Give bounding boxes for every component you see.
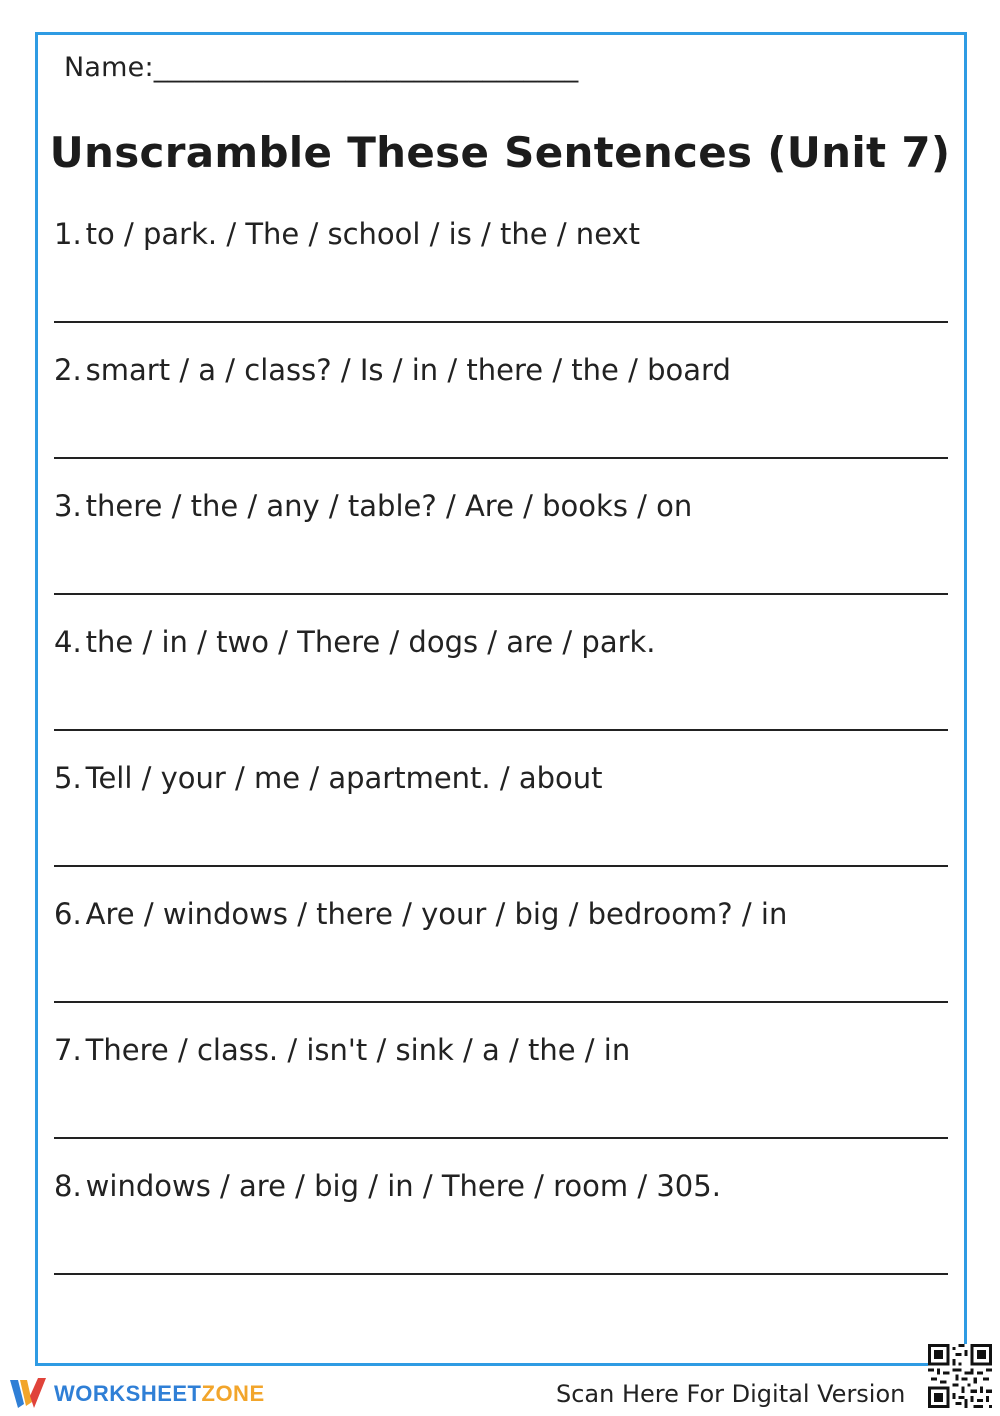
question-text: Are / windows / there / your / big / bedroom? / in — [85, 897, 788, 931]
question-item — [54, 485, 948, 621]
answer-line[interactable] — [54, 729, 948, 731]
question-text: There / class. / isn't / sink / a / the / in — [85, 1033, 631, 1067]
brand-name-part1: WORKSHEET — [54, 1381, 202, 1406]
question-number: 4. — [54, 625, 82, 659]
qr-code-icon[interactable] — [928, 1344, 992, 1408]
question-item — [54, 213, 948, 349]
question-item — [54, 1165, 948, 1301]
question-text: windows / are / big / in / There / room / 305. — [85, 1169, 721, 1203]
answer-line[interactable] — [54, 321, 948, 323]
answer-line[interactable] — [54, 1273, 948, 1275]
question-text: smart / a / class? / Is / in / there / the / board — [85, 353, 731, 387]
question-number: 2. — [54, 353, 82, 387]
question-text: there / the / any / table? / Are / books / on — [85, 489, 693, 523]
question-number: 7. — [54, 1033, 82, 1067]
question-item — [54, 349, 948, 485]
scan-label: Scan Here For Digital Version — [556, 1380, 906, 1408]
question-item — [54, 621, 948, 757]
worksheetzone-logo-icon — [8, 1374, 48, 1414]
answer-line[interactable] — [54, 457, 948, 459]
question-text: the / in / two / There / dogs / are / park. — [85, 625, 656, 659]
answer-line[interactable] — [54, 593, 948, 595]
question-list — [54, 213, 948, 1301]
brand-name-part2: ZONE — [201, 1381, 265, 1406]
question-number: 5. — [54, 761, 82, 795]
question-number: 8. — [54, 1169, 82, 1203]
question-item — [54, 893, 948, 1029]
answer-line[interactable] — [54, 1137, 948, 1139]
question-text: to / park. / The / school / is / the / next — [85, 217, 641, 251]
page-title: Unscramble These Sentences (Unit 7) — [49, 128, 951, 177]
brand-logo[interactable] — [8, 1374, 265, 1414]
answer-line[interactable] — [54, 865, 948, 867]
question-text: Tell / your / me / apartment. / about — [85, 761, 603, 795]
question-number: 1. — [54, 217, 82, 251]
question-item — [54, 757, 948, 893]
answer-line[interactable] — [54, 1001, 948, 1003]
name-field-label: Name:_______________________________ — [64, 52, 579, 83]
question-item — [54, 1029, 948, 1165]
question-number: 6. — [54, 897, 82, 931]
question-number: 3. — [54, 489, 82, 523]
